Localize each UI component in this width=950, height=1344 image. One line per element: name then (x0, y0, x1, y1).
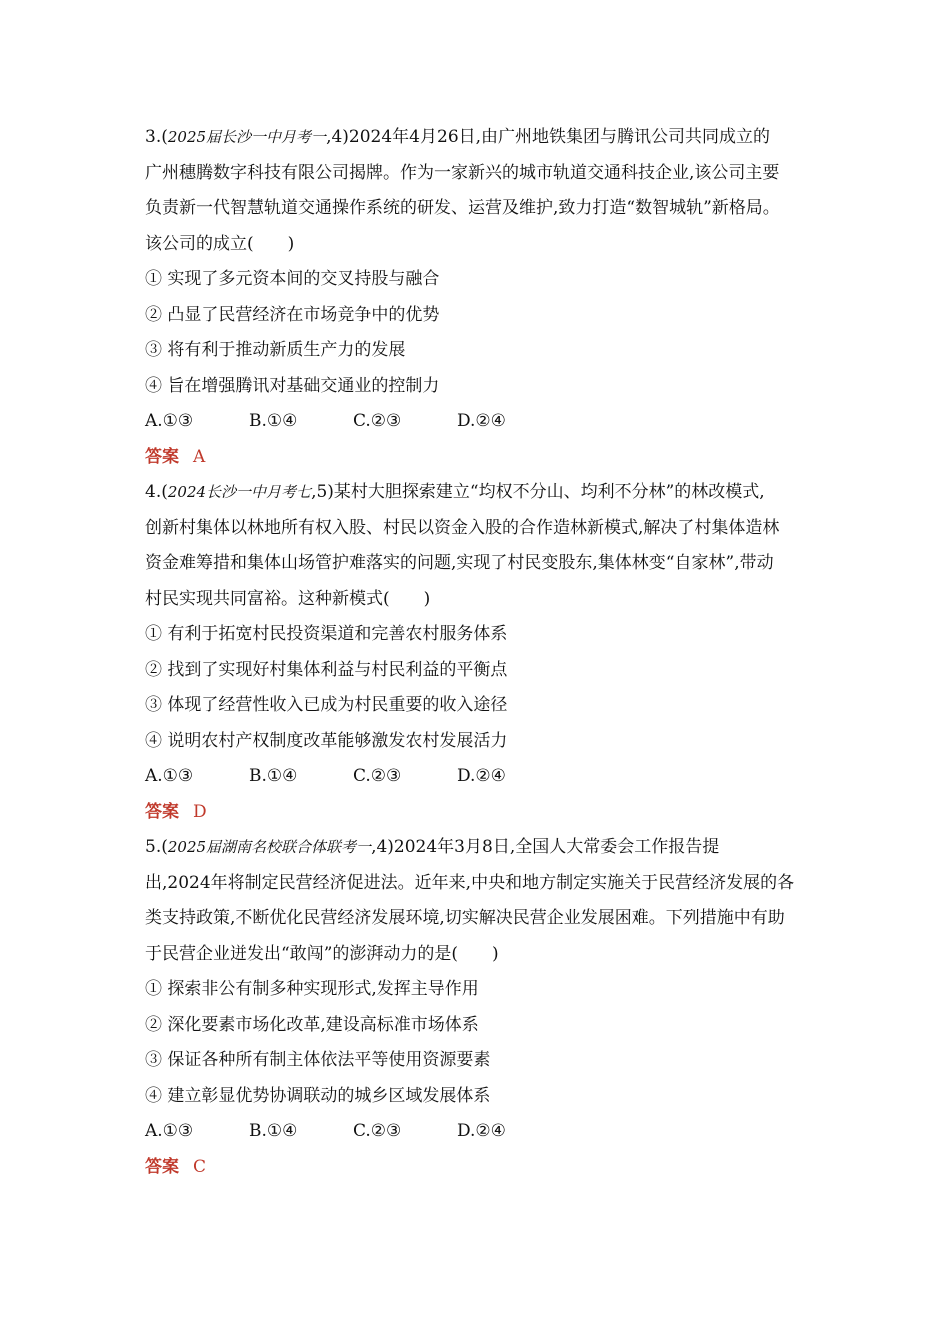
option-item: ③ 保证各种所有制主体依法平等使用资源要素 (145, 1050, 491, 1070)
choice-b: B.①④ (249, 766, 298, 786)
question-source: 2025届长沙一中月考一 (167, 128, 327, 146)
answer-line (145, 1150, 815, 1186)
option-item: ② 凸显了民营经济在市场竞争中的优势 (145, 304, 440, 325)
choice-d: D.②④ (457, 766, 506, 786)
question-source: 2025届湖南名校联合体联考一 (167, 838, 372, 856)
answer-label: 答案 (145, 801, 179, 822)
answer-choices (145, 404, 815, 440)
stem-line: 资金难筹措和集体山场管护难落实的问题,实现了村民变股东,集体林变“自家林”,带动 (145, 553, 774, 573)
choice-c: C.②③ (353, 411, 402, 431)
source-bracket: ( (161, 837, 168, 857)
source-bracket: ( (161, 482, 168, 502)
question-number: 3. (145, 127, 162, 147)
source-bracket: ( (161, 127, 168, 147)
choice-d: D.②④ (457, 411, 506, 431)
answer-label: 答案 (145, 1156, 179, 1177)
choice-b: B.①④ (249, 411, 298, 431)
question-number: 5. (145, 837, 162, 857)
option-item: ① 实现了多元资本间的交叉持股与融合 (145, 269, 440, 289)
option-item: ④ 旨在增强腾讯对基础交通业的控制力 (145, 375, 440, 396)
choice-c: C.②③ (353, 1121, 402, 1141)
option-item: ④ 建立彰显优势协调联动的城乡区域发展体系 (145, 1085, 491, 1106)
option-item: ② 深化要素市场化改革,建设高标准市场体系 (145, 1014, 479, 1035)
stem-line: 出,2024年将制定民营经济促进法。近年来,中央和地方制定实施关于民营经济发展的各 (145, 872, 795, 893)
stem-text: 2024年4月26日,由广州地铁集团与腾讯公司共同成立的 (348, 127, 771, 147)
question-stem-first-line (145, 830, 815, 866)
question-5 (145, 830, 815, 1185)
option-item: ② 找到了实现好村集体利益与村民利益的平衡点 (145, 659, 508, 680)
choice-c: C.②③ (353, 766, 402, 786)
stem-line: 于民营企业迸发出“敢闯”的澎湃动力的是( ) (145, 943, 499, 964)
answer-choices (145, 1114, 815, 1150)
option-item: ① 有利于拓宽村民投资渠道和完善农村服务体系 (145, 624, 508, 644)
stem-line: 该公司的成立( ) (145, 233, 295, 254)
option-item: ③ 将有利于推动新质生产力的发展 (145, 340, 406, 360)
stem-text: 某村大胆探索建立“均权不分山、均利不分林”的林改模式, (333, 482, 765, 502)
source-tail: ,4) (326, 127, 349, 147)
question-stem-first-line (145, 120, 815, 156)
answer-value: D (193, 801, 207, 822)
question-stem-first-line (145, 475, 815, 511)
stem-line: 创新村集体以林地所有权入股、村民以资金入股的合作造林新模式,解决了村集体造林 (145, 517, 780, 538)
question-source: 2024长沙一中月考七 (167, 483, 312, 501)
answer-label: 答案 (145, 446, 179, 467)
answer-choices (145, 759, 815, 795)
stem-line: 类支持政策,不断优化民营经济发展环境,切实解决民营企业发展困难。下列措施中有助 (145, 908, 785, 928)
answer-value: C (193, 1156, 207, 1177)
document-page (145, 120, 815, 1185)
source-tail: ,4) (371, 837, 394, 857)
stem-text: 2024年3月8日,全国人大常委会工作报告提 (393, 837, 720, 857)
answer-line (145, 795, 815, 831)
question-number: 4. (145, 482, 162, 502)
stem-line: 村民实现共同富裕。这种新模式( ) (145, 588, 431, 609)
choice-b: B.①④ (249, 1121, 298, 1141)
answer-value: A (193, 446, 206, 467)
option-item: ③ 体现了经营性收入已成为村民重要的收入途径 (145, 695, 508, 715)
stem-line: 负责新一代智慧轨道交通操作系统的研发、运营及维护,致力打造“数智城轨”新格局。 (145, 198, 780, 218)
option-item: ④ 说明农村产权制度改革能够激发农村发展活力 (145, 730, 508, 751)
choice-d: D.②④ (457, 1121, 506, 1141)
stem-line: 广州穗腾数字科技有限公司揭牌。作为一家新兴的城市轨道交通科技企业,该公司主要 (145, 162, 780, 183)
choice-a: A.①③ (145, 766, 194, 786)
question-4 (145, 475, 815, 830)
question-3 (145, 120, 815, 475)
choice-a: A.①③ (145, 411, 194, 431)
option-item: ① 探索非公有制多种实现形式,发挥主导作用 (145, 979, 479, 999)
answer-line (145, 440, 815, 476)
source-tail: ,5) (311, 482, 334, 502)
choice-a: A.①③ (145, 1121, 194, 1141)
